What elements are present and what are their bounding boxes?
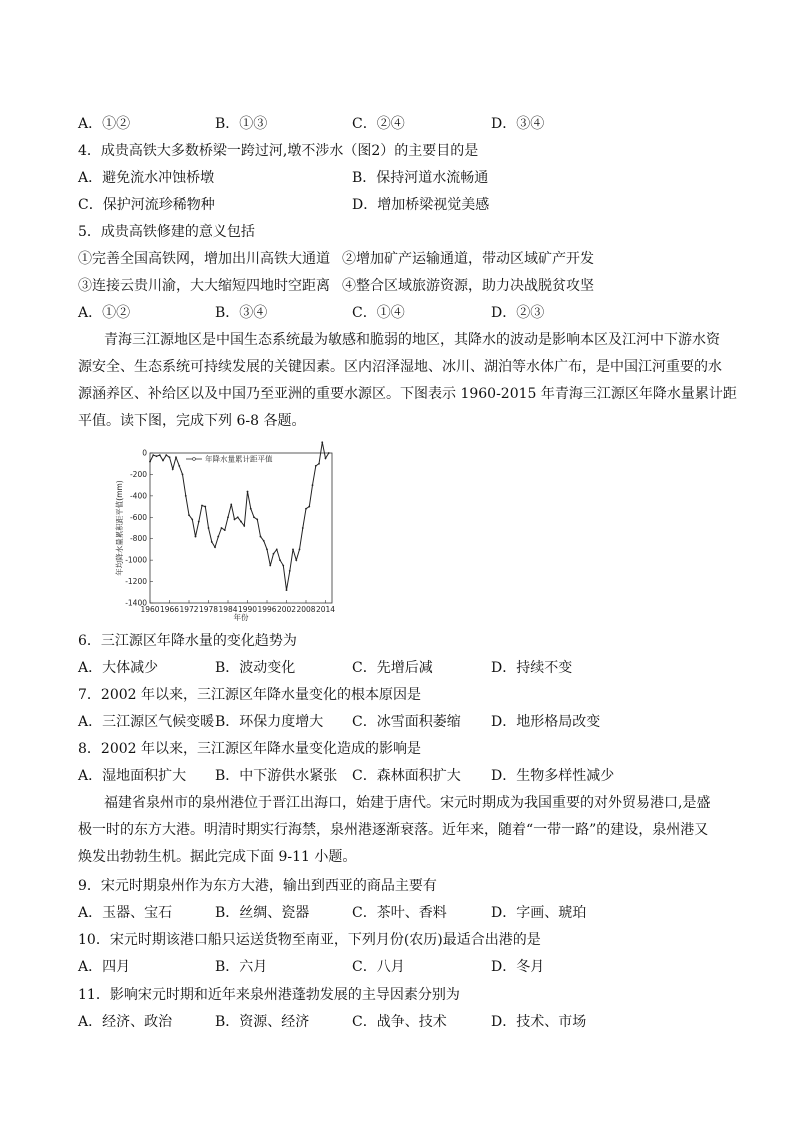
q4-stem: 4．成贵高铁大多数桥梁一跨过河,墩不涉水（图2）的主要目的是 — [78, 143, 479, 159]
data-point — [230, 504, 232, 506]
data-point — [217, 536, 219, 538]
q8-option-a: A．湿地面积扩大 — [78, 768, 187, 784]
data-point — [208, 527, 210, 529]
data-point — [156, 455, 158, 457]
x-tick-label: 2002 — [276, 605, 297, 614]
data-point — [224, 529, 226, 531]
q6-option-d: D．持续不变 — [491, 660, 573, 676]
q8-option-b: B．中下游供水紧张 — [215, 768, 338, 784]
data-point — [250, 508, 252, 510]
data-point — [172, 468, 174, 470]
y-tick-label: 0 — [142, 448, 147, 458]
q3-option-c: C．②④ — [352, 116, 405, 132]
data-point — [302, 527, 304, 529]
data-point — [178, 465, 180, 467]
q5-option-b: B．③④ — [215, 305, 268, 321]
q5-item-3: ③连接云贵川渝，大大缩短四地时空距离 — [78, 278, 330, 294]
q7-option-d: D．地形格局改变 — [491, 714, 601, 730]
q7-option-b: B．环保力度增大 — [215, 714, 324, 730]
data-point — [318, 463, 320, 465]
data-point — [188, 514, 190, 516]
q11-stem: 11．影响宋元时期和近年来泉州港蓬勃发展的主导因素分别为 — [78, 987, 460, 1003]
q6-option-c: C．先增后减 — [352, 660, 433, 676]
q5-item-1: ①完善全国高铁网，增加出川高铁大通道 — [78, 251, 330, 267]
q8-stem: 8．2002 年以来，三江源区年降水量变化造成的影响是 — [78, 741, 421, 757]
q10-option-a: A．四月 — [78, 959, 131, 975]
data-point — [321, 441, 323, 443]
q9-option-c: C．茶叶、香料 — [352, 905, 447, 921]
x-axis-label: 年份 — [233, 613, 249, 622]
data-point — [253, 516, 255, 518]
data-point — [282, 565, 284, 567]
passage1-line-2: 源安全、生态系统可持续发展的关键因素。区内沼泽湿地、冰川、湖泊等水体广布，是中国江河重要的水 — [78, 359, 722, 375]
x-tick-label: 1978 — [198, 605, 219, 614]
data-point — [165, 454, 167, 456]
passage2-line-1: 福建省泉州市的泉州港位于晋江出海口，始建于唐代。宋元时期成为我国重要的对外贸易港口,是盛 — [104, 795, 711, 811]
y-tick-label: -400 — [129, 491, 147, 501]
x-tick-label: 1966 — [159, 605, 180, 614]
q10-option-c: C．八月 — [352, 959, 405, 975]
q11-option-d: D．技术、市场 — [491, 1014, 587, 1030]
passage1-line-4: 平值。读下图，完成下列 6-8 各题。 — [78, 413, 306, 429]
data-point — [266, 549, 268, 551]
q5-option-a: A．①② — [78, 305, 131, 321]
data-point — [211, 541, 213, 543]
passage2-line-2: 极一时的东方大港。明清时期实行海禁，泉州港逐渐衰落。近年来，随着“一带一路”的建设，泉州港又 — [78, 822, 709, 838]
data-point — [243, 525, 245, 527]
data-point — [159, 454, 161, 456]
q5-option-d: D．②③ — [491, 305, 545, 321]
q6-option-b: B．波动变化 — [215, 660, 296, 676]
data-point — [276, 549, 278, 551]
data-point — [162, 460, 164, 462]
plot-frame — [150, 453, 332, 603]
data-point — [221, 527, 223, 529]
data-point — [240, 521, 242, 523]
q4-option-b: B．保持河道水流畅通 — [352, 170, 489, 186]
data-point — [295, 559, 297, 561]
data-point — [214, 546, 216, 548]
data-point — [201, 505, 203, 507]
x-tick-label: 1984 — [218, 605, 238, 614]
q6-stem: 6．三江源区年降水量的变化趋势为 — [78, 633, 297, 649]
precipitation-anomaly-chart — [116, 443, 340, 621]
passage1-line-1: 青海三江源地区是中国生态系统最为敏感和脆弱的地区，其降水的波动是影响本区及江河中下游水资 — [104, 332, 720, 348]
q4-option-a: A．避免流水冲蚀桥墩 — [78, 170, 215, 186]
y-tick-label: -1000 — [125, 555, 147, 565]
q11-option-a: A．经济、政治 — [78, 1014, 173, 1030]
legend-label: 年降水量累计距平值 — [205, 454, 273, 464]
q3-option-d: D．③④ — [491, 116, 545, 132]
data-point — [169, 456, 171, 458]
data-point — [328, 452, 330, 454]
q7-option-c: C．冰雪面积萎缩 — [352, 714, 461, 730]
q10-option-d: D．冬月 — [491, 959, 545, 975]
data-point — [237, 516, 239, 518]
data-point — [292, 549, 294, 551]
q6-option-a: A．大体减少 — [78, 660, 159, 676]
y-tick-label: -200 — [129, 469, 147, 479]
x-tick-label: 1996 — [257, 605, 277, 614]
q4-option-d: D．增加桥梁视觉美感 — [352, 197, 490, 213]
y-tick-label: -1200 — [125, 577, 147, 587]
q8-option-c: C．森林面积扩大 — [352, 768, 461, 784]
data-point — [312, 484, 314, 486]
data-point — [175, 456, 177, 458]
x-tick-label: 2014 — [315, 605, 336, 614]
data-point — [149, 461, 151, 463]
q9-option-b: B．丝绸、瓷器 — [215, 905, 310, 921]
data-point — [325, 457, 327, 459]
q5-option-c: C．①④ — [352, 305, 405, 321]
data-point — [260, 536, 262, 538]
data-point — [308, 506, 310, 508]
q10-option-b: B．六月 — [215, 959, 268, 975]
data-point — [315, 465, 317, 467]
data-point — [279, 559, 281, 561]
q8-option-d: D．生物多样性减少 — [491, 768, 615, 784]
x-tick-label: 2008 — [296, 605, 316, 614]
y-tick-label: -1400 — [125, 598, 147, 608]
passage2-line-3: 焕发出勃勃生机。据此完成下面 9-11 小题。 — [78, 849, 357, 865]
q10-stem: 10．宋元时期该港口船只运送货物至南亚，下列月份(农历)最适合出港的是 — [78, 932, 541, 948]
q4-option-c: C．保护河流珍稀物种 — [78, 197, 215, 213]
data-point — [198, 521, 200, 523]
data-point — [182, 474, 184, 476]
q9-option-a: A．玉器、宝石 — [78, 905, 173, 921]
q3-option-a: A．①② — [78, 116, 131, 132]
q3-option-b: B．①③ — [215, 116, 268, 132]
data-point — [227, 516, 229, 518]
q7-option-a: A．三江源区气候变暖 — [78, 714, 215, 730]
data-point — [286, 589, 288, 591]
data-point — [273, 553, 275, 555]
data-point — [195, 536, 197, 538]
data-point — [204, 506, 206, 508]
legend-marker — [193, 458, 196, 461]
data-point — [305, 508, 307, 510]
y-axis-label: 年均降水量累积距平值(mm) — [115, 480, 124, 576]
data-point — [269, 565, 271, 567]
data-point — [289, 570, 291, 572]
q5-stem: 5．成贵高铁修建的意义包括 — [78, 224, 255, 240]
data-point — [152, 454, 154, 456]
series-line — [150, 442, 329, 590]
data-point — [191, 519, 193, 521]
data-point — [256, 519, 258, 521]
y-tick-label: -600 — [129, 512, 147, 522]
y-tick-label: -800 — [129, 534, 147, 544]
data-point — [299, 549, 301, 551]
q5-item-2: ②增加矿产运输通道，带动区域矿产开发 — [342, 251, 594, 267]
x-tick-label: 1960 — [140, 605, 160, 614]
q5-item-4: ④整合区域旅游资源，助力决战脱贫攻坚 — [342, 278, 594, 294]
data-point — [263, 540, 265, 542]
q11-option-c: C．战争、技术 — [352, 1014, 447, 1030]
x-tick-label: 1990 — [237, 605, 258, 614]
q11-option-b: B．资源、经济 — [215, 1014, 310, 1030]
x-tick-label: 1972 — [179, 605, 199, 614]
passage1-line-3: 源涵养区、补给区以及中国乃至亚洲的重要水源区。下图表示 1960-2015 年青海三江源区年降水量累计距 — [78, 386, 737, 402]
q9-stem: 9．宋元时期泉州作为东方大港，输出到西亚的商品主要有 — [78, 878, 437, 894]
q7-stem: 7．2002 年以来，三江源区年降水量变化的根本原因是 — [78, 687, 421, 703]
q9-option-d: D．字画、琥珀 — [491, 905, 587, 921]
data-point — [234, 519, 236, 521]
data-point — [185, 495, 187, 497]
data-point — [247, 491, 249, 493]
